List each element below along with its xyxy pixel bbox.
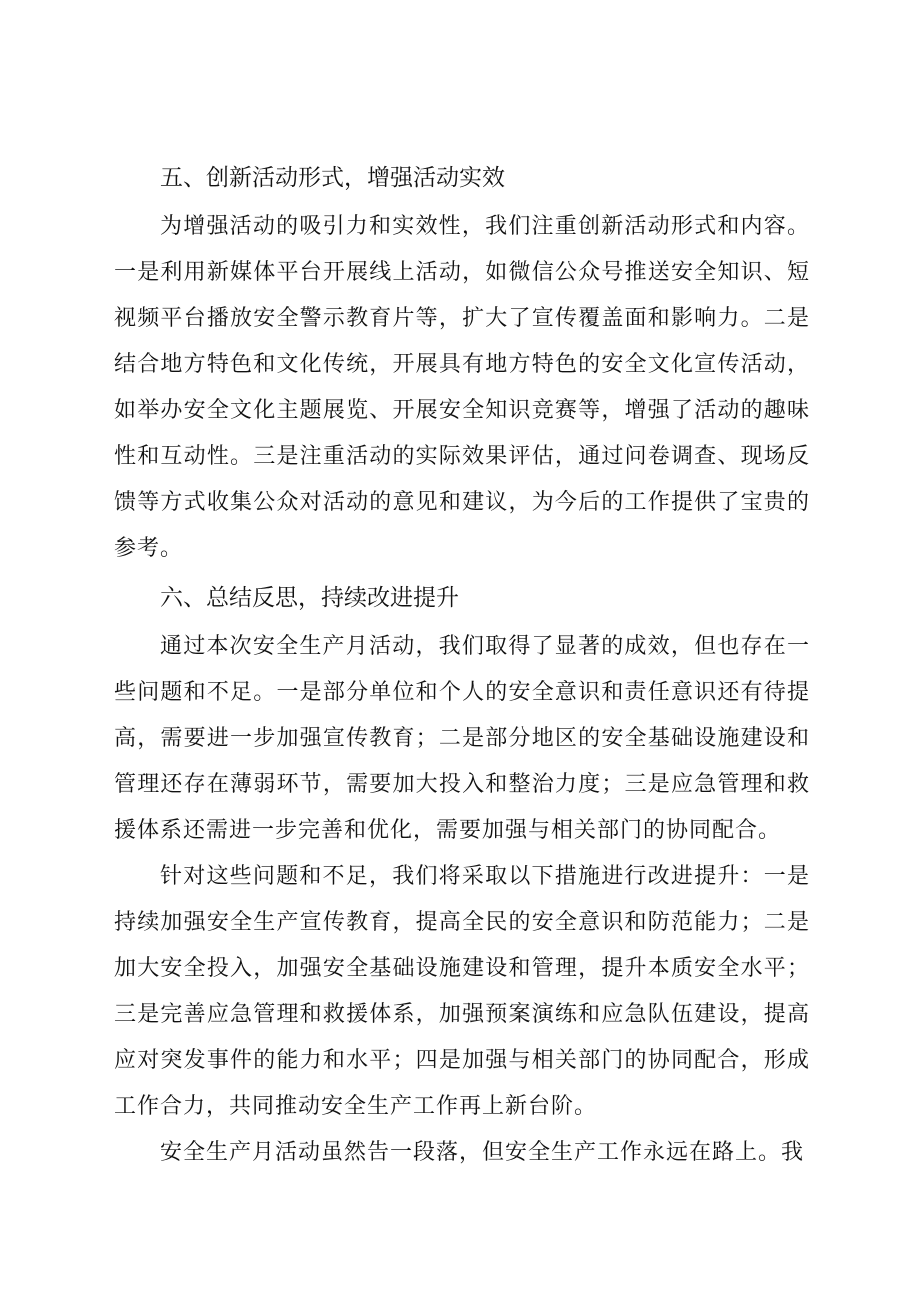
paragraph: 针对这些问题和不足，我们将采取以下措施进行改进提升：一是持续加强安全生产宣传教育，提高全民的安全意识和防范能力；二是加大安全投入，加强安全基础设施建设和管理，提升本质安全水平；三是完善应急管理和救援体系，加强预案演练和应急队伍建设，提高应对突发事件的能力和水平；四是加强与相关部门的协同配合，形成工作合力，共同推动安全生产工作再上新台阶。 — [114, 864, 810, 1119]
document-page — [114, 152, 810, 1176]
paragraph: 安全生产月活动虽然告一段落，但安全生产工作永远在路上。我 — [160, 1140, 805, 1165]
paragraph: 为增强活动的吸引力和实效性，我们注重创新活动形式和内容。一是利用新媒体平台开展线上活动，如微信公众号推送安全知识、短视频平台播放安全警示教育片等，扩大了宣传覆盖面和影响力。二是结合地方特色和文化传统，开展具有地方特色的安全文化宣传活动，如举办安全文化主题展览、开展安全知识竞赛等，增强了活动的趣味性和互动性。三是注重活动的实际效果评估，通过问卷调查、现场反馈等方式收集公众对活动的意见和建议，为今后的工作提供了宝贵的参考。 — [114, 214, 810, 561]
paragraph: 通过本次安全生产月活动，我们取得了显著的成效，但也存在一些问题和不足。一是部分单位和个人的安全意识和责任意识还有待提高，需要进一步加强宣传教育；二是部分地区的安全基础设施建设和管理还存在薄弱环节，需要加大投入和整治力度；三是应急管理和救援体系还需进一步完善和优化，需要加强与相关部门的协同配合。 — [114, 634, 810, 843]
section-heading-6: 六、总结反思，持续改进提升 — [160, 585, 459, 611]
section-heading-5: 五、创新活动形式，增强活动实效 — [160, 165, 505, 191]
